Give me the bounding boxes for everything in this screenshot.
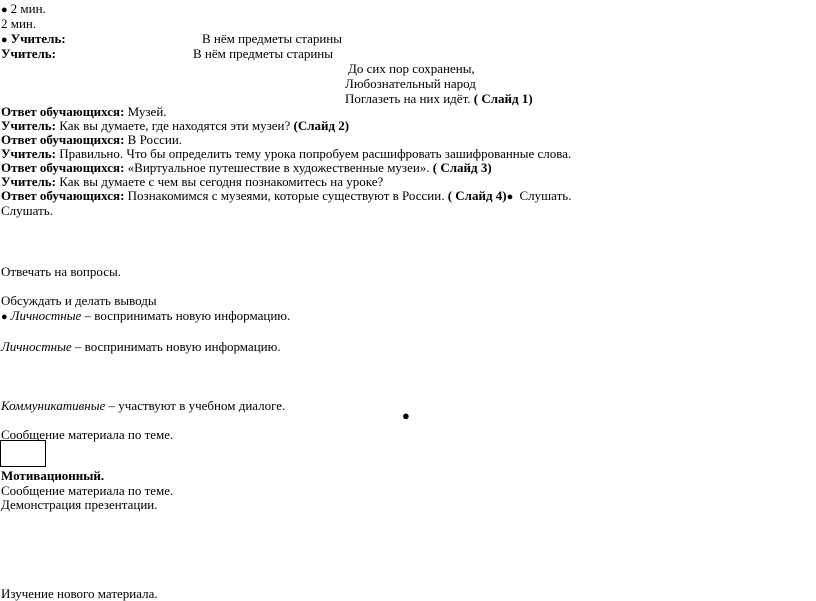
discuss-text: Обсуждать и делать выводы xyxy=(1,293,157,308)
answer-3 xyxy=(1,160,492,175)
poem-line4-text: Поглазеть на них идёт. xyxy=(345,91,471,106)
teacher-label: Учитель: xyxy=(10,31,66,46)
question-3 xyxy=(1,146,571,161)
teacher-label: Учитель: xyxy=(1,146,57,161)
slide4-label: ( Слайд 4) xyxy=(447,188,507,203)
bullet-icon: ● xyxy=(506,191,514,203)
answer-1-text: Музей. xyxy=(127,104,167,119)
poem-line1: В нём предметы старины xyxy=(202,31,342,46)
poem-line1-copy: В нём предметы старины xyxy=(193,46,333,61)
answer-questions-text: Отвечать на вопросы. xyxy=(1,264,121,279)
answer-4 xyxy=(1,188,571,205)
question-2-text: Как вы думаете, где находятся эти музеи? xyxy=(59,118,291,133)
question-4-text: Как вы думаете с чем вы сегодня познакомитесь на уроке? xyxy=(59,174,384,189)
student-label: Ответ обучающихся: xyxy=(1,160,125,175)
slide1-label: ( Слайд 1) xyxy=(473,91,533,106)
stage-new-material: Изучение нового материала. xyxy=(1,586,158,601)
answer-2 xyxy=(1,132,182,147)
answer-4-text: Познакомимся с музеями, которые существуют в России. xyxy=(127,188,445,203)
poem-line2: До сих пор сохранены, xyxy=(348,61,475,76)
question-2 xyxy=(1,118,349,133)
personal-label: Личностные xyxy=(10,308,82,323)
bullet-icon: ● xyxy=(1,311,8,323)
bullet-icon: ● xyxy=(1,34,8,46)
teacher-label: Учитель: xyxy=(1,46,57,61)
personal-uud xyxy=(1,339,281,354)
time-text: 2 мин. xyxy=(10,1,46,16)
question-3-text: Правильно. Что бы определить тему урока попробуем расшифровать зашифрованные слова. xyxy=(59,146,572,161)
bullet-icon: ● xyxy=(402,408,410,423)
answer-1 xyxy=(1,104,167,119)
personal-text: – воспринимать новую информацию. xyxy=(84,308,291,323)
poem-line3: Любознательный народ xyxy=(345,76,476,91)
communicative-label: Коммуникативные xyxy=(1,398,106,413)
slide2-label: (Слайд 2) xyxy=(293,118,350,133)
student-label: Ответ обучающихся: xyxy=(1,188,125,203)
answer-2-text: В России. xyxy=(127,132,183,147)
listen-text: Слушать. xyxy=(1,203,53,218)
bullet-icon: ● xyxy=(1,4,8,16)
student-label: Ответ обучающихся: xyxy=(1,104,125,119)
answer-3-text: «Виртуальное путешествие в художественные музеи». xyxy=(127,160,430,175)
slide3-label: ( Слайд 3) xyxy=(432,160,492,175)
question-4 xyxy=(1,174,383,189)
teacher-label: Учитель: xyxy=(1,174,57,189)
personal-text: – воспринимать новую информацию. xyxy=(74,339,281,354)
communicative-text: – участвуют в учебном диалоге. xyxy=(108,398,286,413)
communicative-uud xyxy=(1,398,285,413)
personal-label: Личностные xyxy=(1,339,72,354)
empty-box xyxy=(0,440,46,467)
stage-motivation: Мотивационный. xyxy=(1,468,105,483)
time-text-2: 2 мин. xyxy=(1,16,37,31)
personal-uud-bulleted xyxy=(1,308,290,325)
student-label: Ответ обучающихся: xyxy=(1,132,125,147)
stage-demo: Демонстрация презентации. xyxy=(1,497,158,512)
teacher-label: Учитель: xyxy=(1,118,57,133)
stage-message-2: Сообщение материала по теме. xyxy=(1,483,174,498)
listen-inline: Слушать. xyxy=(519,188,572,203)
poem-line4 xyxy=(345,91,533,106)
stage-message: Сообщение материала по теме. xyxy=(1,427,174,442)
